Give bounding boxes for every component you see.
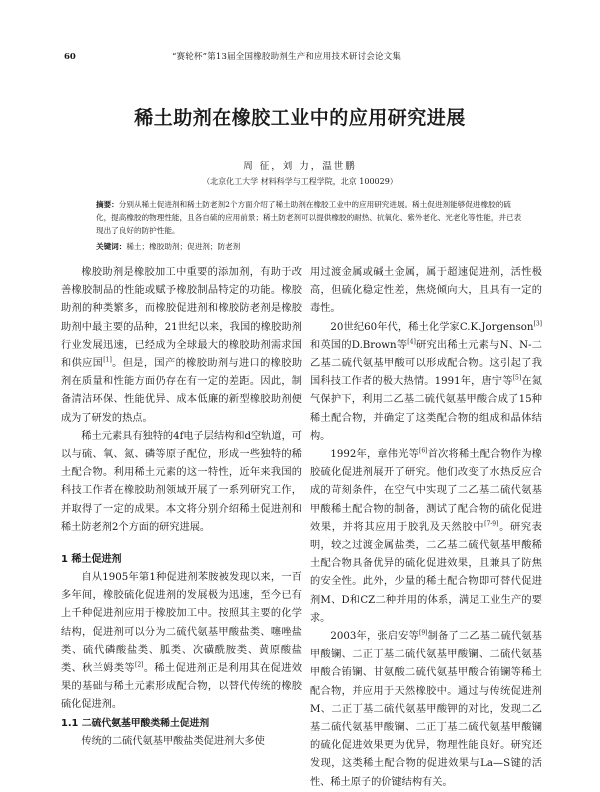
- page-number: 60: [64, 52, 76, 62]
- paragraph: 2003年，张启安等[9]制备了二乙基二硫代氨基甲酸镧、二正丁基二硫代氨基甲酸镧、二硫代氨基甲酸合铕镧、甘氨酸二硫代氨基甲酸合铕镧等稀土配合物，并应用于天然橡胶中。通过与传统促进剂M、二正丁基二硫代氨基甲酸钾的对比，发现二乙基二硫代氨基甲酸镧、二正丁基二硫代氨基甲酸镧的硫化促进效果更为优异，物理性能良好。研究还发现，这类稀土配合物的促进效果与La—S键的活性、稀土原子的价键结构有关。: [310, 629, 542, 788]
- abstract: [96, 198, 524, 237]
- authors: 周 征，刘 力，温世鹏: [243, 161, 357, 172]
- citation: [9]: [419, 629, 428, 637]
- running-header: [64, 50, 532, 64]
- paragraph: 传统的二硫代氨基甲酸盐类促进剂大多使: [81, 735, 265, 747]
- keywords: [96, 240, 524, 253]
- paragraph: 稀土元素具有独特的4f电子层结构和d空轨道，可以与硫、氧、氮、磷等原子配位，形成一些独特的稀土配合物。利用稀土元素的这一特性，近年来我国的科技工作者在橡胶助剂领域开展了一系列研究工作，并取得了一定的成果。本文将分别介绍稀土促进剂和稀土防老剂2个方面的研究进展。: [61, 430, 302, 533]
- citation: [4]: [407, 338, 416, 346]
- citation: [6]: [419, 447, 428, 455]
- abstract-text: 分别从稀土促进剂和稀土防老剂2个方面介绍了稀土助剂在橡胶工业中的应用研究进展。稀土促进剂能够促进橡胶的硫化，提高橡胶的物理性能，且各自硫的应用前景；稀土防老剂可以提供橡胶的耐热、抗氧化、紫外老化、光老化等性能，并已表现出了良好的防护性能。: [96, 200, 522, 235]
- paragraph: 自从1905年第1种促进剂苯胺被发现以来，一百多年间，橡胶硫化促进剂的发展极为迅速，至今已有上千种促进剂应用于橡胶加工中。按照其主要的化学结构，促进剂可以分为二硫代氨基甲酸盐类、噻唑盐类、硫代磷酸盐类、胍类、次磺酰胺类、黄原酸盐类、秋兰姆类等[2]。稀土促进剂正是利用其在促进效果的基础与稀土元素形成配合物，以替代传统的橡胶硫化促进剂。: [61, 572, 303, 711]
- keywords-text: 稀土；橡胶助剂；促进剂；防老剂: [126, 242, 241, 251]
- citation: [5]: [512, 374, 522, 382]
- paragraph: 1992年，章伟光等[6]首次将稀土配合物作为橡胶硫化促进剂展开了研究。他们改变了水热反应合成的苛刻条件，在空气中实现了二乙基二硫代氨基甲酸稀土配合物的制备，测试了配合物的硫化促进效果，并将其应用于胶乳及天然胶中[7-9]。研究表明，较之过渡金属盐类，二乙基二硫代氨基甲酸稀土配合物具备优异的硫化促进效果，且兼具了防焦的安全性。此外，少量的稀土配合物即可替代促进剂M、D和CZ二种并用的体系，满足工业生产的要求。: [310, 447, 542, 624]
- citation: [3]: [533, 320, 542, 328]
- right-column: [310, 264, 542, 792]
- paragraph: 用过渡金属或碱土金属，属于超速促进剂，活性极高，但硫化稳定性差，焦烧倾向大，且具有一定的毒性。: [310, 267, 542, 315]
- paragraph: 20世纪60年代，稀土化学家C.K.Jorgenson[3]和英国的D.Brown等[4]研究出稀土元素与N、N-二乙基二硫代氨基甲酸可以形成配合物。这引起了我国科技工作者的极大热情。1991年，唐宁等[5]在氮气保护下，利用二乙基二硫代氨基甲酸合成了15种稀土配合物，并确定了这类配合物的组成和晶体结构。: [310, 320, 542, 442]
- paragraph: 橡胶助剂是橡胶加工中重要的添加剂，有助于改善橡胶制品的性能或赋予橡胶制品特定的功能。橡胶助剂的种类繁多，而橡胶促进剂和橡胶防老剂是橡胶助剂中最主要的品种，21世纪以来，我国的橡胶助剂行业发展迅速，已经成为全球最大的橡胶助剂需求国和供应国[1]。但是，国产的橡胶助剂与进口的橡胶助剂在质量和性能方面仍存在有一定的差距。因此，制备清洁环保、性能优异、成本低廉的新型橡胶助剂便成为了研发的热点。: [61, 267, 303, 424]
- running-head-title: “赛轮杯”第13届全国橡胶助剂生产和应用技术研讨会论文集: [172, 52, 402, 62]
- citation: [2]: [134, 661, 144, 669]
- section-heading: 1 稀土促进剂: [61, 554, 122, 566]
- abstract-label: 摘要：: [96, 200, 119, 209]
- subsection-heading: 1.1 二硫代氨基甲酸类稀土促进剂: [61, 717, 210, 729]
- left-column: [61, 264, 302, 751]
- paper-title: 稀土助剂在橡胶工业中的应用研究进展: [134, 107, 466, 129]
- citation: [7-9]: [484, 520, 499, 528]
- affiliation: （北京化工大学 材料科学与工程学院，北京 100029）: [202, 177, 398, 186]
- citation: [1]: [103, 356, 112, 364]
- keywords-label: 关键词：: [96, 242, 127, 251]
